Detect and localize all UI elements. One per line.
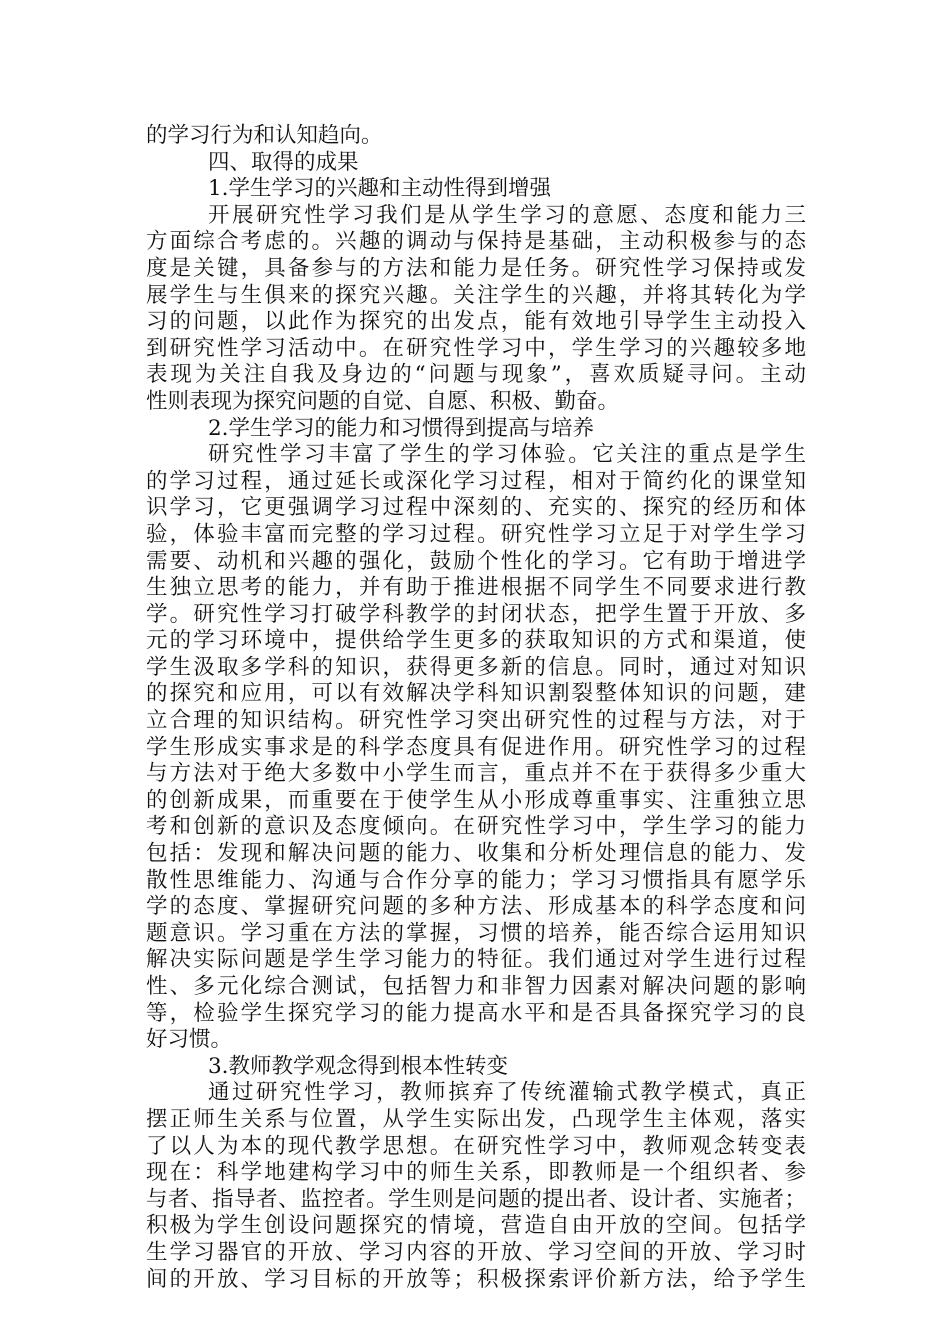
- text-line: 表现为关注自我及身边的“问题与现象”，喜欢质疑寻问。主动: [146, 362, 806, 388]
- text-line: 到研究性学习活动中。在研究性学习中，学生学习的兴趣较多地: [146, 335, 806, 361]
- text-line: 需要、动机和兴趣的强化，鼓励个性化的学习。它有助于增进学: [146, 548, 806, 574]
- text-line: 性、多元化综合测试，包括智力和非智力因素对解决问题的影响: [146, 974, 806, 999]
- section-heading: 2.学生学习的能力和习惯得到提高与培养: [208, 415, 595, 441]
- text-line: 解决实际问题是学生学习能力的特征。我们通过对学生进行过程: [146, 947, 806, 973]
- text-line: 散性思维能力、沟通与合作分享的能力；学习习惯指具有愿学乐: [146, 867, 806, 893]
- text-line: 学生形成实事求是的科学态度具有促进作用。研究性学习的过程: [146, 734, 806, 760]
- text-line: 立合理的知识结构。研究性学习突出研究性的过程与方法，对于: [146, 708, 806, 734]
- text-line: 研究性学习丰富了学生的学习体验。它关注的重点是学生: [208, 442, 806, 468]
- text-line: 习的问题，以此作为探究的出发点，能有效地引导学生主动投入: [146, 309, 806, 335]
- text-line: 的学习过程，通过延长或深化学习过程，相对于简约化的课堂知: [146, 468, 806, 494]
- text-line: 摆正师生关系与位置，从学生实际出发，凸现学生主体观，落实: [146, 1106, 806, 1132]
- text-line: 生学习器官的开放、学习内容的开放、学习空间的开放、学习时: [146, 1239, 806, 1265]
- text-line: 等，检验学生探究学习的能力提高水平和是否具备探究学习的良: [146, 1000, 806, 1026]
- section-heading: 3.教师教学观念得到根本性转变: [208, 1053, 509, 1079]
- section-heading: 四、取得的成果: [208, 149, 359, 175]
- text-line: 包括：发现和解决问题的能力、收集和分析处理信息的能力、发: [146, 841, 806, 867]
- text-line: 了以人为本的现代教学思想。在研究性学习中，教师观念转变表: [146, 1133, 806, 1159]
- text-line: 验，体验丰富而完整的学习过程。研究性学习立足于对学生学习: [146, 521, 806, 547]
- text-line: 学生汲取多学科的知识，获得更多新的信息。同时，通过对知识: [146, 654, 806, 680]
- text-line: 现在：科学地建构学习中的师生关系，即教师是一个组织者、参: [146, 1160, 806, 1186]
- text-line: 开展研究性学习我们是从学生学习的意愿、态度和能力三: [208, 202, 806, 228]
- text-line: 通过研究性学习，教师摈弃了传统灌输式教学模式，真正: [208, 1080, 806, 1106]
- text-line: 性则表现为探究问题的自觉、自愿、积极、勤奋。: [146, 388, 620, 414]
- text-line: 方面综合考虑的。兴趣的调动与保持是基础，主动积极参与的态: [146, 229, 806, 255]
- text-line: 度是关键，具备参与的方法和能力是任务。研究性学习保持或发: [146, 255, 806, 281]
- text-line: 展学生与生俱来的探究兴趣。关注学生的兴趣，并将其转化为学: [146, 282, 806, 308]
- text-line: 的创新成果，而重要在于使学生从小形成尊重事实、注重独立思: [146, 787, 806, 813]
- text-line: 题意识。学习重在方法的掌握，习惯的培养，能否综合运用知识: [146, 920, 806, 946]
- text-line: 间的开放、学习目标的开放等；积极探索评价新方法，给予学生: [146, 1266, 806, 1292]
- body-text: [146, 123, 806, 1293]
- text-line: 学的态度、掌握研究问题的多种方法、形成基本的科学态度和问: [146, 894, 806, 920]
- text-line: 与者、指导者、监控者。学生则是问题的提出者、设计者、实施者；: [146, 1186, 806, 1212]
- text-line: 考和创新的意识及态度倾向。在研究性学习中，学生学习的能力: [146, 814, 806, 840]
- text-line: 学。研究性学习打破学科教学的封闭状态，把学生置于开放、多: [146, 601, 806, 627]
- text-line: 与方法对于绝大多数中小学生而言，重点并不在于获得多少重大: [146, 761, 806, 787]
- text-line: 识学习，它更强调学习过程中深刻的、充实的、探究的经历和体: [146, 495, 806, 521]
- section-heading: 1.学生学习的兴趣和主动性得到增强: [208, 176, 552, 202]
- text-line: 的探究和应用，可以有效解决学科知识割裂整体知识的问题，建: [146, 681, 806, 707]
- text-line: 好习惯。: [146, 1027, 233, 1053]
- text-line: 积极为学生创设问题探究的情境，营造自由开放的空间。包括学: [146, 1213, 806, 1239]
- text-line: 元的学习环境中，提供给学生更多的获取知识的方式和渠道，使: [146, 628, 806, 654]
- text-line: 生独立思考的能力，并有助于推进根据不同学生不同要求进行教: [146, 575, 806, 601]
- text-line: 的学习行为和认知趋向。: [146, 123, 383, 148]
